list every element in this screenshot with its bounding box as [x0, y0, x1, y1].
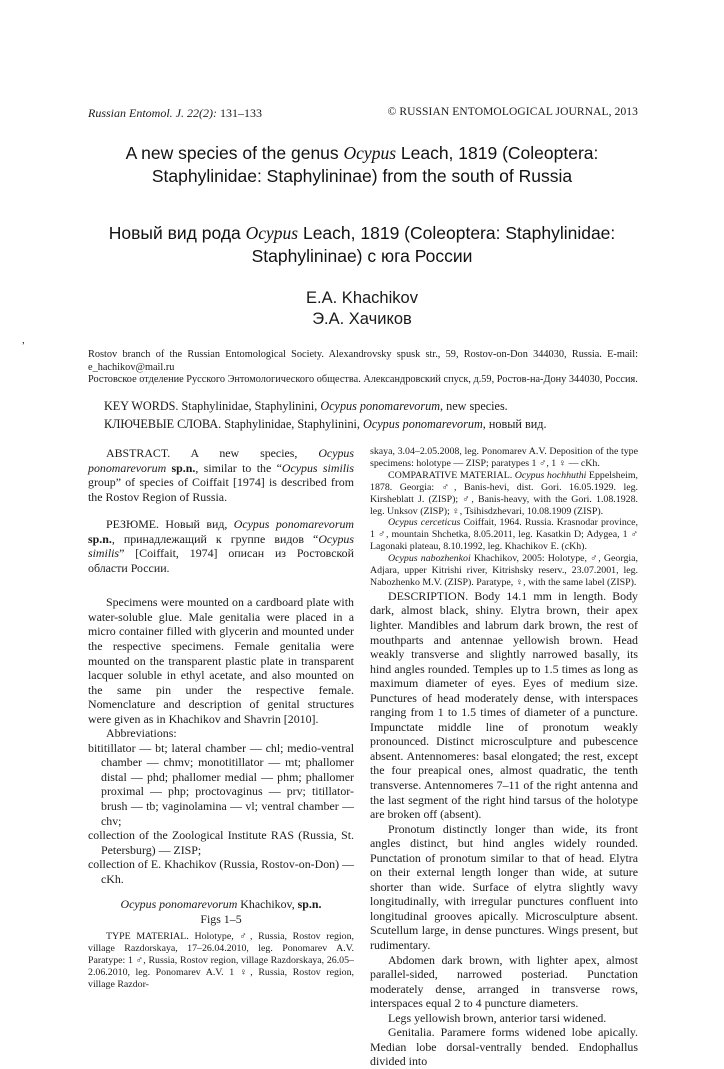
keywords-species: Ocypus ponomarevorum — [320, 399, 441, 413]
species-name: Ocypus ponomarevorum — [233, 517, 354, 532]
journal-name: Russian Entomol. J. 22(2): — [88, 106, 217, 120]
species-name: Ocypus cerceticus — [388, 517, 461, 529]
figures-ref: Figs 1–5 — [200, 911, 242, 926]
comparative-heading: COMPARATIVE MATERIAL. — [388, 469, 515, 481]
affiliation-english: Rostov branch of the Russian Entomological Society. Alexandrovsky spusk str., 59, Rostov-on-Don 344030, Russia. E-mail: e_hachikov@mail.ru — [88, 349, 638, 373]
keywords-text: , новый вид. — [482, 417, 547, 431]
comparative-material-2 — [370, 517, 638, 553]
comparative-text: Khachikov, 2005: Holotype, ♂, Georgia, Adjara, upper Kitrishi river, Kitrishsky reserv., 23.07.2001, leg. Nabozhenko M.V. (ZISP). Paratype, ♀, with the same label (ZISP). — [370, 553, 638, 588]
keywords-text: Staphylinidae, Staphylinini, — [221, 417, 364, 431]
title-russian — [60, 222, 664, 268]
right-column — [370, 446, 638, 1069]
abstract-english — [88, 446, 354, 504]
species-heading-spn: sp.n. — [297, 897, 322, 912]
title-en-genus: Ocypus — [343, 143, 397, 163]
title-ru-genus: Ocypus — [245, 223, 299, 243]
collection-zisp: collection of the Zoological Institute RAS (Russia, St. Petersburg) — ZISP; — [88, 828, 354, 857]
author-russian: Э.А. Хачиков — [312, 310, 412, 328]
legs-paragraph: Legs yellowish brown, anterior tarsi widened. — [388, 1010, 607, 1025]
journal-citation — [88, 106, 262, 121]
title-en-part: Leach, 1819 (Coleoptera: — [396, 143, 599, 163]
keywords-label: КЛЮЧЕВЫЕ СЛОВА. — [104, 417, 222, 431]
keywords-english — [104, 398, 644, 414]
page-range: 131–133 — [219, 106, 262, 120]
comparative-text: Coiffait, 1964. Russia. Krasnodar province, 1 ♂, mountain Shchetka, 8.05.2011, leg. Kasatkin D; Adygea, 1 ♂ Lagonaki plateau, 8.10.1992, leg. Khachikov E. (cKh). — [370, 517, 638, 553]
type-material-cont: skaya, 3.04–2.05.2008, leg. Ponomarev A.V. Deposition of the type specimens: holotype — ZISP; paratypes 1 ♂, 1 ♀ — cKh. — [370, 446, 638, 469]
abstract-text: group” of species of Coiffait [1974] is described from the Rostov Region of Russia. — [88, 475, 354, 504]
abstract-text: ABSTRACT. A new species, — [106, 446, 319, 460]
abstract-text: , similar to the “ — [195, 460, 282, 475]
species-name: Ocypus hochhuthi — [514, 469, 587, 481]
resume-text: РЕЗЮМЕ. Новый вид, — [106, 517, 234, 532]
sp-nov: sp.n. — [88, 531, 112, 546]
abbreviations-heading: Abbreviations: — [106, 726, 177, 741]
abdomen-paragraph: Abdomen dark brown, with lighter apex, almost parallel-sided, narrowed posteriad. Punctation moderately dense, arranged in transverse rows, interspaces equal 2 to 4 puncture diameters. — [370, 952, 638, 1011]
comparative-material — [370, 470, 638, 518]
title-en-part: A new species of the genus — [125, 143, 344, 163]
abbreviations-list: bititillator — bt; lateral chamber — chl; medio-ventral chamber — chmv; monotitillator — mt; phallomer distal — phd; phallomer medial — phm; phallomer proximal — php; proctovaginus — prv; titillator-brush — tb; vaginolamina — vl; ventral chamber — chv; — [88, 740, 354, 828]
margin-mark: , — [22, 334, 25, 346]
species-group: Ocypus similis — [88, 531, 354, 561]
methods-paragraph: Specimens were mounted on a cardboard plate with water-soluble glue. Male genitalia were placed in a micro container filled with glycerin and mounted under the respective specimens. Female genitalia were mounted on the transparent plastic plate in transparent lacquer soluble in ethyl acetate, and also mounted on the same pin under the respective female. Nomenclature and description of genital structures were given as in Khachikov and Shavrin [2010]. — [88, 595, 354, 726]
collection-ckh: collection of E. Khachikov (Russia, Rostov-on-Don) — cKh. — [88, 857, 354, 886]
affiliation-russian: Ростовское отделение Русского Энтомологического общества. Александровский спуск, д.59, Ростов-на-Дону 344030, Россия. — [88, 374, 638, 385]
keywords-russian — [104, 416, 644, 432]
species-heading — [88, 897, 354, 912]
pronotum-paragraph: Pronotum distinctly longer than wide, its front angles distinct, but hind angles widely rounded. Punctation of pronotum similar to that of head. Elytra on their external length longer than wide, at suture shorter than wide. Surface of elytra slightly wavy longitudinally, with irregular punctures confluent into longitudinal grooves apically. Microsculpture absent. Scutellum large, in dense punctures. Wings present, but rudimentary. — [370, 821, 638, 952]
title-english — [60, 142, 664, 188]
title-ru-line2: Staphylininae) с юга России — [251, 246, 473, 266]
comparative-material-3 — [370, 553, 638, 589]
title-ru-part: Leach, 1819 (Coleoptera: Staphylinidae: — [298, 223, 616, 243]
resume-text: ” [Coiffait, 1974] описан из Ростовской области России. — [88, 546, 354, 575]
species-name: Ocypus nabozhenkoi — [388, 553, 471, 565]
keywords-label: KEY WORDS. — [104, 399, 179, 413]
comparative-text: Eppelsheim, 1878. Georgia: ♂, Banis-hevi, dist. Gori. 16.05.1929. leg. Kirsheblatt J. (ZISP); ♂, Banis-heavy, with the Gori. 1.08.1928. leg. Unksov (ZISP); ♀, Tsihisdzhevari, 10.08.1909 (ZISP). — [370, 469, 638, 517]
keywords-species: Ocypus ponomarevorum — [363, 417, 483, 431]
sp-nov: sp.n. — [166, 460, 196, 475]
keywords-text: , new species. — [440, 399, 508, 413]
abstract-russian — [88, 517, 354, 575]
species-name: Ocypus ponomarevorum — [88, 446, 354, 475]
species-group: Ocypus similis — [281, 460, 354, 475]
species-heading-name: Ocypus ponomarevorum — [120, 897, 238, 912]
copyright-notice: © RUSSIAN ENTOMOLOGICAL JOURNAL, 2013 — [387, 106, 638, 118]
description-paragraph: DESCRIPTION. Body 14.1 mm in length. Body dark, almost black, shiny. Elytra brown, their apex lighter. Mandibles and labrum dark brown, the rest of mouthparts and antennae yellowish brown. Head weakly transverse and slightly narrowed basally, its hind angles rounded. Temples up to 1.5 times as long as maximum diameter of eyes. Eyes of medium size. Punctures of head moderately dense, with interspaces ranging from 1 to 1.5 times of diameter of a puncture. Impunctate middle line of pronotum weakly pronounced. Distinct microsculpture and pubescence absent. Antennomeres: basal elongated; the rest, except the four preapical ones, almost quadratic, the tenth transverse. Antennomeres 7–11 of the right antenna and the last segment of the right hind tarsus of the holotype are broken off (absent). — [370, 588, 638, 822]
title-en-line2: Staphylinidae: Staphylininae) from the south of Russia — [151, 166, 573, 186]
genitalia-paragraph: Genitalia. Paramere forms widened lobe apically. Median lobe dorsal-ventrally bended. Endophallus divided into — [370, 1025, 638, 1069]
resume-text: , принадлежащий к группе видов “ — [111, 531, 319, 546]
left-column — [88, 446, 354, 991]
title-ru-part: Новый вид рода — [108, 223, 246, 243]
species-heading-author: Khachikov, — [237, 897, 298, 912]
keywords-text: Staphylinidae, Staphylinini, — [178, 399, 321, 413]
type-material: TYPE MATERIAL. Holotype, ♂, Russia, Rostov region, village Razdorskaya, 17–26.04.2010, leg. Ponomarev A.V. Paratype: 1 ♂, Russia, Rostov region, village Razdorskaya, 26.05–2.06.2010, leg. Ponomarev A.V. 1 ♀, Russia, Rostov region, village Razdor- — [88, 931, 354, 991]
author-english: E.A. Khachikov — [306, 289, 418, 307]
